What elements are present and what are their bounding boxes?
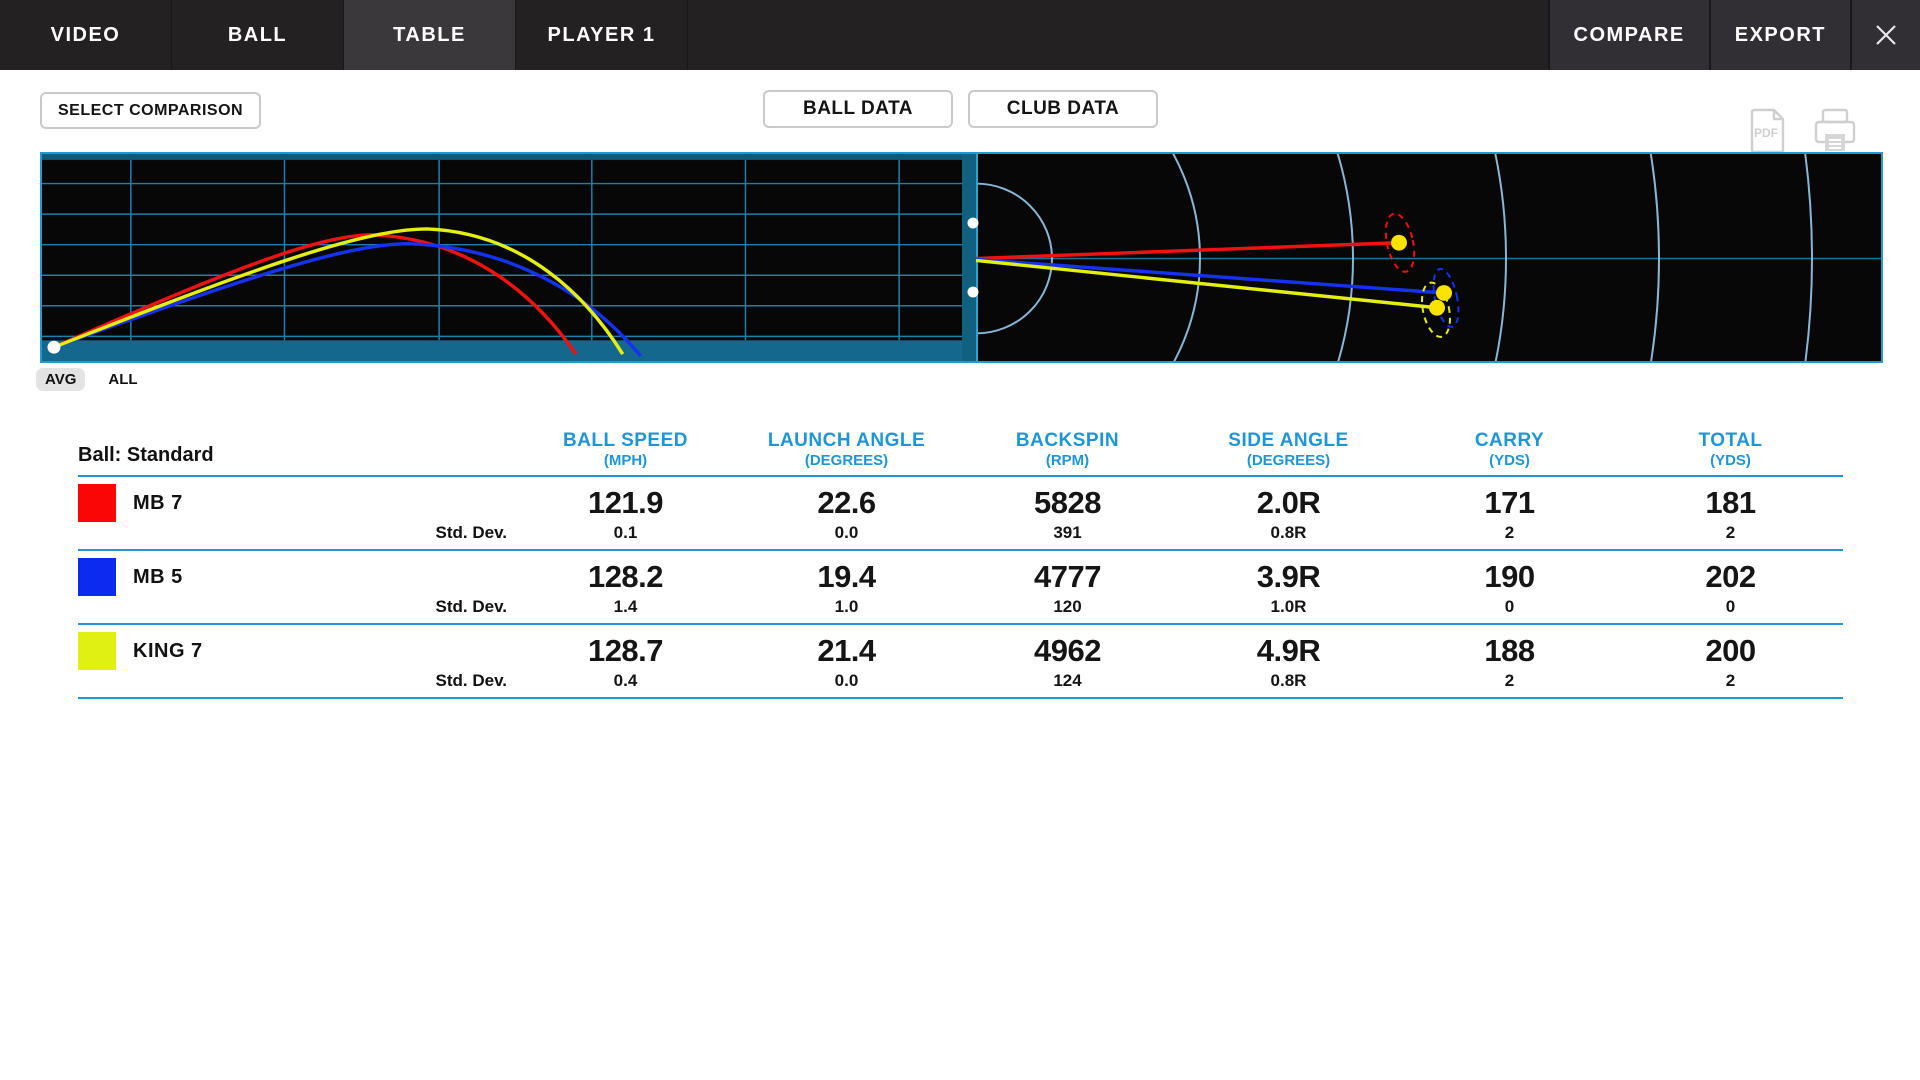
avg-all-toggle <box>36 368 147 391</box>
total-value: 202 <box>1705 559 1756 595</box>
select-comparison-button[interactable]: SELECT COMPARISON <box>40 92 261 129</box>
side-angle-std: 1.0R <box>1270 597 1307 617</box>
launch-angle-std: 0.0 <box>834 671 859 691</box>
tab-ball[interactable]: BALL <box>172 0 344 70</box>
tab-player-1[interactable]: PLAYER 1 <box>516 0 688 70</box>
carry-value: 188 <box>1484 633 1535 669</box>
ball-data-table <box>78 430 1843 699</box>
launch-angle-value: 19.4 <box>817 559 876 595</box>
table-header-row <box>78 430 1843 477</box>
backspin-value: 4777 <box>1034 559 1101 595</box>
launch-angle-value: 21.4 <box>817 633 876 669</box>
nav-spacer <box>688 0 1548 70</box>
ball-type-label: Ball: Standard <box>78 444 214 467</box>
close-icon <box>1873 22 1899 48</box>
side-angle-std: 0.8R <box>1270 523 1307 543</box>
column-header-carry: CARRY (YDS) <box>1474 430 1545 469</box>
launch-angle-std: 1.0 <box>834 597 859 617</box>
carry-std: 2 <box>1504 671 1515 691</box>
club-color-chip <box>78 484 116 522</box>
compare-button[interactable]: COMPARE <box>1548 0 1709 70</box>
side-angle-value: 2.0R <box>1256 485 1321 521</box>
backspin-std: 391 <box>1053 523 1082 543</box>
side-angle-value: 3.9R <box>1256 559 1321 595</box>
nav-actions <box>1548 0 1920 70</box>
ball-speed-std: 0.1 <box>613 523 638 543</box>
ball-speed-value: 128.7 <box>587 633 664 669</box>
carry-std: 2 <box>1504 523 1515 543</box>
column-header-side-angle: SIDE ANGLE (DEGREES) <box>1228 430 1349 469</box>
tab-table[interactable]: TABLE <box>344 0 516 70</box>
total-value: 200 <box>1705 633 1756 669</box>
toggle-avg[interactable]: AVG <box>36 368 85 391</box>
launch-angle-std: 0.0 <box>834 523 859 543</box>
table-row <box>78 551 1843 625</box>
club-color-chip <box>78 632 116 670</box>
backspin-std: 120 <box>1053 597 1082 617</box>
ball-data-button[interactable]: BALL DATA <box>763 90 953 128</box>
club-data-button[interactable]: CLUB DATA <box>968 90 1158 128</box>
export-button[interactable]: EXPORT <box>1709 0 1850 70</box>
column-header-backspin: BACKSPIN (RPM) <box>1015 430 1120 469</box>
ball-speed-std: 1.4 <box>613 597 638 617</box>
launch-angle-value: 22.6 <box>817 485 876 521</box>
std-dev-label: Std. Dev. <box>435 597 507 617</box>
toolbar <box>0 70 1920 152</box>
club-name: MB 7 <box>133 491 183 514</box>
club-color-chip <box>78 558 116 596</box>
backspin-value: 4962 <box>1034 633 1101 669</box>
carry-std: 0 <box>1504 597 1515 617</box>
top-nav-bar <box>0 0 1920 70</box>
backspin-std: 124 <box>1053 671 1082 691</box>
total-std: 2 <box>1725 523 1736 543</box>
side-angle-std: 0.8R <box>1270 671 1307 691</box>
trajectory-side-view-chart[interactable] <box>42 154 962 361</box>
ball-speed-value: 128.2 <box>587 559 664 595</box>
carry-value: 171 <box>1484 485 1535 521</box>
dispersion-top-view-chart[interactable] <box>962 154 1881 361</box>
table-row <box>78 477 1843 551</box>
backspin-value: 5828 <box>1034 485 1101 521</box>
carry-value: 190 <box>1484 559 1535 595</box>
column-header-ball-speed: BALL SPEED (MPH) <box>562 430 688 469</box>
toggle-all[interactable]: ALL <box>108 371 138 388</box>
club-name: MB 5 <box>133 565 183 588</box>
ball-speed-value: 121.9 <box>587 485 664 521</box>
total-std: 0 <box>1725 597 1736 617</box>
svg-text:PDF: PDF <box>1754 126 1778 140</box>
std-dev-label: Std. Dev. <box>435 523 507 543</box>
close-button[interactable] <box>1850 0 1920 70</box>
ball-speed-std: 0.4 <box>613 671 638 691</box>
column-header-launch-angle: LAUNCH ANGLE (DEGREES) <box>767 430 926 469</box>
column-header-total: TOTAL (YDS) <box>1698 430 1763 469</box>
side-angle-value: 4.9R <box>1256 633 1321 669</box>
club-name: KING 7 <box>133 639 203 662</box>
tab-video[interactable]: VIDEO <box>0 0 172 70</box>
total-value: 181 <box>1705 485 1756 521</box>
total-std: 2 <box>1725 671 1736 691</box>
table-row <box>78 625 1843 699</box>
shot-charts <box>40 152 1883 363</box>
std-dev-label: Std. Dev. <box>435 671 507 691</box>
